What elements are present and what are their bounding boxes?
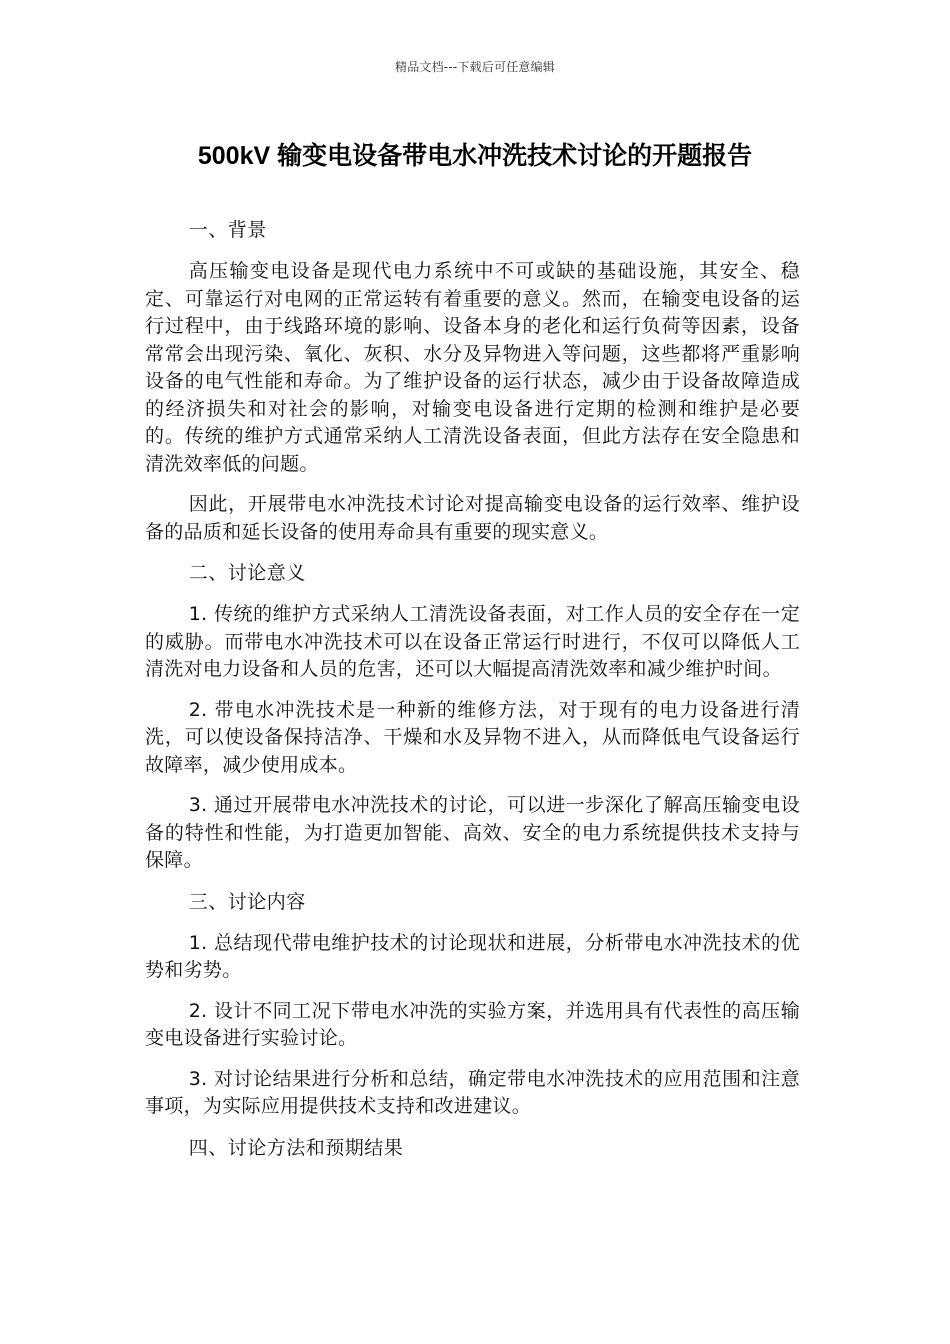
significance-item-3: 3. 通过开展带电水冲洗技术的讨论，可以进一步深化了解高压输变电设备的特性和性能，为打造更加智能、高效、安全的电力系统提供技术支持与保障。 bbox=[145, 794, 800, 871]
significance-item-2: 2. 带电水冲洗技术是一种新的维修方法，对于现有的电力设备进行清洗，可以使设备保持洁净、干燥和水及异物不进入，从而降低电气设备运行故障率，减少使用成本。 bbox=[145, 698, 800, 776]
section-heading-methods: 四、讨论方法和预期结果 bbox=[188, 1136, 404, 1159]
section-heading-background: 一、背景 bbox=[188, 219, 267, 241]
document-body bbox=[145, 216, 800, 1176]
content-item-1: 1. 总结现代带电维护技术的讨论现状和进展，分析带电水冲洗技术的优势和劣势。 bbox=[145, 931, 800, 981]
content-item-2: 2. 设计不同工况下带电水冲洗的实验方案，并选用具有代表性的高压输变电设备进行实验讨论。 bbox=[145, 999, 800, 1049]
section-heading-significance: 二、讨论意义 bbox=[188, 562, 306, 584]
header-note: 精品文档---下载后可任意编辑 bbox=[395, 60, 555, 74]
content-item-3: 3. 对讨论结果进行分析和总结，确定带电水冲洗技术的应用范围和注意事项，为实际应用提供技术支持和改进建议。 bbox=[145, 1067, 800, 1117]
background-paragraph-2: 因此，开展带电水冲洗技术讨论对提高输变电设备的运行效率、维护设备的品质和延长设备的使用寿命具有重要的现实意义。 bbox=[145, 493, 800, 543]
background-paragraph-1: 高压输变电设备是现代电力系统中不可或缺的基础设施，其安全、稳定、可靠运行对电网的正常运转有着重要的意义。然而，在输变电设备的运行过程中，由于线路环境的影响、设备本身的老化和运行负荷等因素，设备常常会出现污染、氧化、灰积、水分及异物进入等问题，这些都将严重影响设备的电气性能和寿命。为了维护设备的运行状态，减少由于设备故障造成的经济损失和对社会的影响，对输变电设备进行定期的检测和维护是必要的。传统的维护方式通常采纳人工清洗设备表面，但此方法存在安全隐患和清洗效率低的问题。 bbox=[145, 260, 800, 475]
section-heading-content: 三、讨论内容 bbox=[188, 890, 306, 913]
significance-item-1: 1. 传统的维护方式采纳人工清洗设备表面，对工作人员的安全存在一定的威胁。而带电水冲洗技术可以在设备正常运行时进行，不仅可以降低人工清洗对电力设备和人员的危害，还可以大幅提高清洗效率和减少维护时间。 bbox=[145, 603, 800, 680]
document-title: 500kV 输变电设备带电水冲洗技术讨论的开题报告 bbox=[197, 142, 753, 170]
